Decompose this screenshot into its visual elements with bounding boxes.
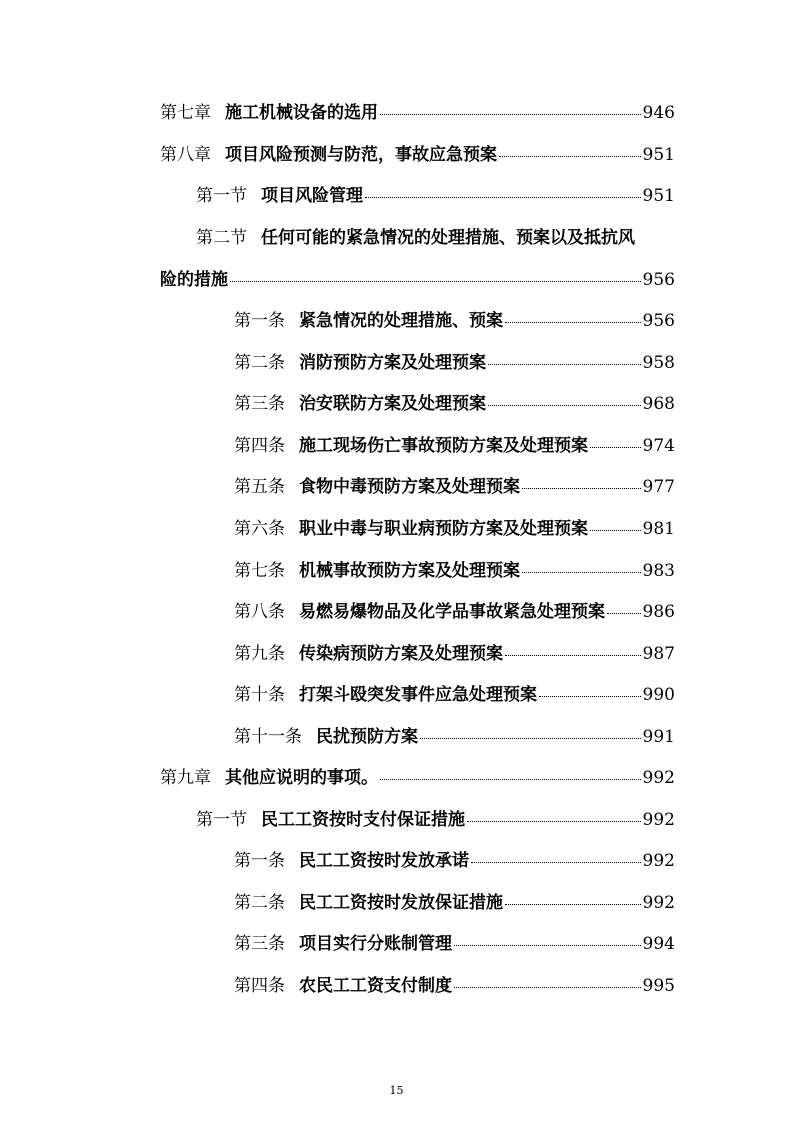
- toc-label: 第八条: [234, 602, 285, 622]
- toc-page: 992: [642, 768, 675, 788]
- toc-label: 第三条: [234, 394, 285, 414]
- dot-leader: [488, 362, 641, 365]
- toc-entry-chapter: [160, 140, 675, 165]
- toc-title: 其他应说明的事项。: [225, 768, 378, 788]
- toc-page: 958: [642, 353, 675, 373]
- toc-title: 任何可能的紧急情况的处理措施、预案以及抵抗风: [261, 228, 635, 248]
- toc-entry-article: [234, 846, 675, 871]
- toc-page: 992: [642, 851, 675, 871]
- toc-entry-article: [234, 639, 675, 664]
- dot-leader: [590, 445, 641, 448]
- toc-label: 第一条: [234, 311, 285, 331]
- toc-label: 第四条: [234, 436, 285, 456]
- dot-leader: [607, 611, 641, 614]
- toc-entry-article: [234, 888, 675, 913]
- toc-page: 968: [642, 394, 675, 414]
- toc-entry-article: [234, 597, 675, 622]
- dot-leader: [505, 902, 641, 905]
- toc-page: 991: [642, 727, 675, 747]
- toc-label: 第三条: [234, 934, 285, 954]
- toc-title: 民工工资按时支付保证措施: [261, 810, 465, 830]
- toc-entry-article: [234, 514, 675, 539]
- toc-title: 项目风险管理: [261, 186, 363, 206]
- dot-leader: [505, 653, 641, 656]
- toc-page: 994: [642, 934, 675, 954]
- toc-entry-section-continuation: [160, 265, 675, 290]
- toc-title: 职业中毒与职业病预防方案及处理预案: [299, 519, 588, 539]
- toc-title: 紧急情况的处理措施、预案: [299, 311, 503, 331]
- dot-leader: [522, 486, 641, 489]
- dot-leader: [420, 736, 641, 739]
- toc-page: 951: [642, 145, 675, 165]
- toc-label: 第二条: [234, 353, 285, 373]
- toc-entry-section: [196, 181, 675, 206]
- toc-page: 992: [642, 893, 675, 913]
- toc-page: 974: [642, 436, 675, 456]
- dot-leader: [454, 943, 641, 946]
- toc-page: 956: [642, 311, 675, 331]
- toc-title: 机械事故预防方案及处理预案: [299, 561, 520, 581]
- toc-entry-article: [234, 680, 675, 705]
- toc-entry-article: [234, 722, 675, 747]
- toc-title: 施工机械设备的选用: [225, 103, 378, 123]
- toc-title: 食物中毒预防方案及处理预案: [299, 477, 520, 497]
- toc-title: 项目风险预测与防范，事故应急预案: [225, 145, 497, 165]
- toc-page: 951: [642, 186, 675, 206]
- toc-page: 981: [642, 519, 675, 539]
- toc-title: 民工工资按时发放保证措施: [299, 893, 503, 913]
- toc-title: 民扰预防方案: [316, 727, 418, 747]
- toc-page: 977: [642, 477, 675, 497]
- toc-entry-article: [234, 348, 675, 373]
- toc-page: 990: [642, 685, 675, 705]
- dot-leader: [471, 860, 641, 863]
- toc-label: 第十条: [234, 685, 285, 705]
- dot-leader: [380, 777, 641, 780]
- toc-page: 946: [642, 103, 675, 123]
- toc-label: 第六条: [234, 519, 285, 539]
- toc-entry-article: [234, 389, 675, 414]
- dot-leader: [230, 279, 641, 282]
- dot-leader: [590, 528, 641, 531]
- dot-leader: [467, 819, 641, 822]
- toc-entry-chapter: [160, 763, 675, 788]
- toc-label: 第九条: [234, 644, 285, 664]
- toc-title: 消防预防方案及处理预案: [299, 353, 486, 373]
- dot-leader: [539, 694, 641, 697]
- toc-entry-chapter: [160, 98, 675, 123]
- toc-title: 传染病预防方案及处理预案: [299, 644, 503, 664]
- toc-page: 987: [642, 644, 675, 664]
- dot-leader: [488, 403, 641, 406]
- toc-label: 第二条: [234, 893, 285, 913]
- toc-title-continuation: 险的措施: [160, 270, 228, 290]
- toc-entry-section-first-line: [196, 223, 635, 248]
- toc-entry-article: [234, 472, 675, 497]
- toc-entry-section: [196, 805, 675, 830]
- toc-entry-article: [234, 971, 675, 996]
- dot-leader: [380, 112, 641, 115]
- toc-label: 第一节: [196, 186, 247, 206]
- toc-title: 农民工工资支付制度: [299, 976, 452, 996]
- toc-label: 第十一条: [234, 727, 302, 747]
- toc-label: 第七条: [234, 561, 285, 581]
- toc-label: 第五条: [234, 477, 285, 497]
- dot-leader: [454, 985, 641, 988]
- toc-label: 第七章: [160, 103, 211, 123]
- toc-label: 第二节: [196, 228, 247, 248]
- toc-title: 民工工资按时发放承诺: [299, 851, 469, 871]
- toc-label: 第四条: [234, 976, 285, 996]
- toc-title: 施工现场伤亡事故预防方案及处理预案: [299, 436, 588, 456]
- toc-entry-article: [234, 556, 675, 581]
- toc-page: 995: [642, 976, 675, 996]
- toc-title: 项目实行分账制管理: [299, 934, 452, 954]
- toc-entry-article: [234, 929, 675, 954]
- toc-title: 治安联防方案及处理预案: [299, 394, 486, 414]
- dot-leader: [499, 154, 641, 157]
- dot-leader: [365, 195, 641, 198]
- toc-entry-article: [234, 431, 675, 456]
- toc-title: 易燃易爆物品及化学品事故紧急处理预案: [299, 602, 605, 622]
- toc-label: 第一节: [196, 810, 247, 830]
- toc-label: 第八章: [160, 145, 211, 165]
- toc-page: 986: [642, 602, 675, 622]
- toc-title: 打架斗殴突发事件应急处理预案: [299, 685, 537, 705]
- toc-label: 第九章: [160, 768, 211, 788]
- dot-leader: [505, 320, 641, 323]
- dot-leader: [522, 570, 641, 573]
- toc-entry-article: [234, 306, 675, 331]
- page-number: 15: [389, 1084, 404, 1097]
- toc-label: 第一条: [234, 851, 285, 871]
- toc-page: 956: [642, 270, 675, 290]
- toc-page: 992: [642, 810, 675, 830]
- toc-page: 983: [642, 561, 675, 581]
